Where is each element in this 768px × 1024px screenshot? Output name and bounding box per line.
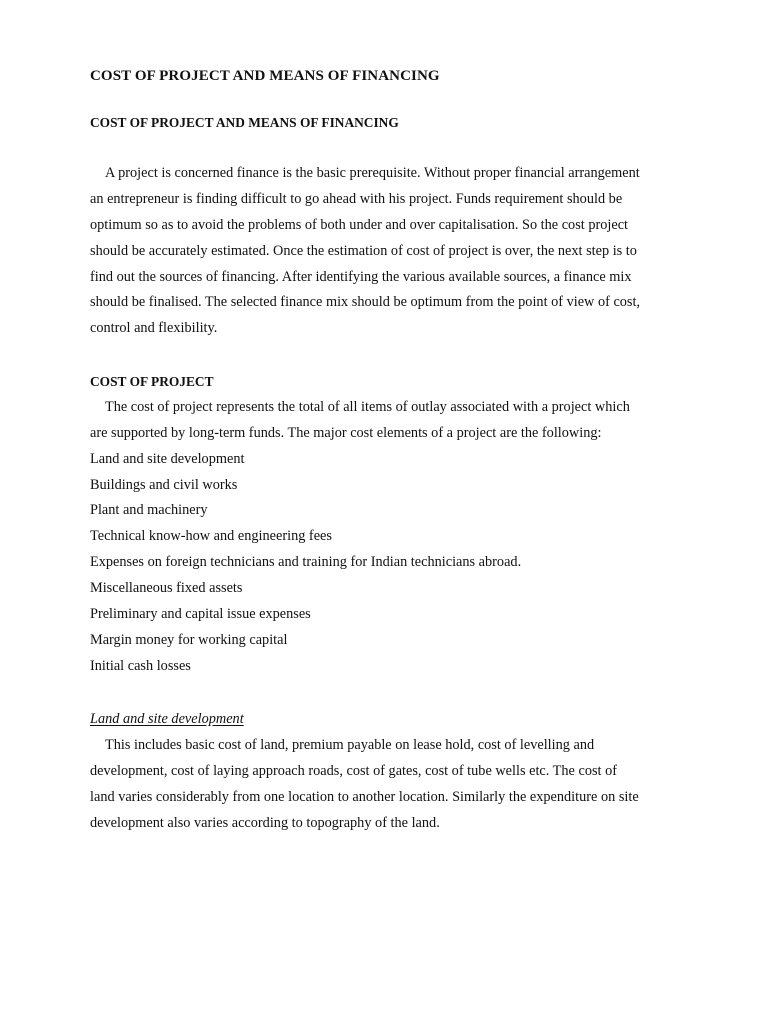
list-item: Land and site development (90, 450, 245, 467)
paragraph-line: should be accurately estimated. Once the estimation of cost of project is over, the next step is to (90, 242, 637, 259)
paragraph-line: are supported by long-term funds. The major cost elements of a project are the following: (90, 424, 602, 441)
paragraph-line: A project is concerned finance is the basic prerequisite. Without proper financial arrangement (105, 165, 640, 181)
paragraph-line: The cost of project represents the total of all items of outlay associated with a project which (105, 398, 630, 415)
list-item: Buildings and civil works (90, 476, 238, 493)
land-site-section (90, 707, 690, 836)
list-item: Plant and machinery (90, 502, 208, 519)
paragraph-line: find out the sources of financing. After identifying the various available sources, a finance mix (90, 268, 632, 285)
paragraph-line: control and flexibility. (90, 320, 218, 337)
subsection-heading: Land and site development (90, 711, 244, 727)
intro-paragraph (90, 161, 690, 342)
list-item: Expenses on foreign technicians and training for Indian technicians abroad. (90, 554, 522, 571)
list-item: Technical know-how and engineering fees (90, 528, 332, 545)
list-item: Preliminary and capital issue expenses (90, 606, 311, 623)
paragraph-line: development, cost of laying approach roads, cost of gates, cost of tube wells etc. The cost of (90, 762, 617, 779)
cost-of-project-section (90, 369, 690, 680)
paragraph-line: development also varies according to topography of the land. (90, 814, 440, 831)
paragraph-line: land varies considerably from one location to another location. Similarly the expenditure on site (90, 788, 639, 805)
section-heading: COST OF PROJECT (90, 374, 214, 389)
subsection-heading-wrapper (90, 707, 690, 733)
paragraph-line: This includes basic cost of land, premium payable on lease hold, cost of levelling and (105, 736, 595, 753)
paragraph-line: optimum so as to avoid the problems of both under and over capitalisation. So the cost project (90, 216, 629, 233)
document-subtitle: COST OF PROJECT AND MEANS OF FINANCING (90, 115, 399, 130)
list-item: Margin money for working capital (90, 631, 288, 648)
list-item: Miscellaneous fixed assets (90, 580, 243, 597)
paragraph-line: should be finalised. The selected finance mix should be optimum from the point of view of cost, (90, 294, 641, 311)
paragraph-line: an entrepreneur is finding difficult to go ahead with his project. Funds requirement should be (90, 190, 623, 207)
document-title: COST OF PROJECT AND MEANS OF FINANCING (90, 68, 440, 84)
list-item: Initial cash losses (90, 657, 191, 674)
